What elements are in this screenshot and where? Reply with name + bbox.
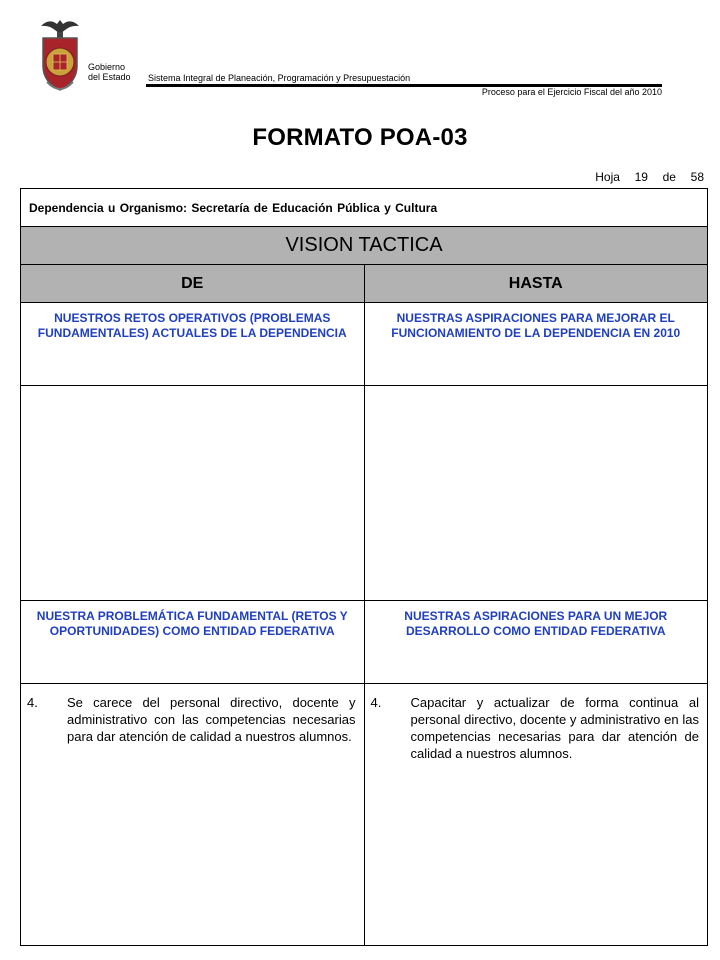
government-label	[88, 62, 131, 82]
row1-from-content	[21, 386, 365, 601]
sheet-number: Hoja 19 de 58	[595, 170, 704, 184]
row1-from-heading: NUESTROS RETOS OPERATIVOS (PROBLEMAS FUNDAMENTALES) ACTUALES DE LA DEPENDENCIA	[21, 303, 365, 386]
row1-to-heading: NUESTRAS ASPIRACIONES PARA MEJORAR EL FUNCIONAMIENTO DE LA DEPENDENCIA EN 2010	[364, 303, 708, 386]
row1-to-content	[364, 386, 708, 601]
process-label: Proceso para el Ejercicio Fiscal del año 2010	[481, 87, 662, 97]
column-header-from: DE	[21, 265, 365, 303]
dependency-cell: Dependencia u Organismo: Secretaría de Educación Pública y Cultura	[21, 189, 708, 227]
system-name: Sistema Integral de Planeación, Programación y Presupuestación	[148, 73, 411, 83]
row2-from-content	[21, 684, 365, 946]
row2-to-content	[364, 684, 708, 946]
row2-to-heading: NUESTRAS ASPIRACIONES PARA UN MEJOR DESARROLLO COMO ENTIDAD FEDERATIVA	[364, 601, 708, 684]
list-item	[371, 694, 700, 762]
vision-table	[20, 188, 708, 946]
page-title: FORMATO POA-03	[252, 124, 468, 151]
item-text: Capacitar y actualizar de forma continua al personal directivo, docente y administrativo en las competencias necesarias para dar atención de calidad a nuestros alumnos.	[410, 695, 699, 761]
item-number: 4.	[370, 695, 382, 710]
state-coat-of-arms-icon	[37, 16, 83, 96]
list-item	[27, 694, 356, 745]
gov-line-1: Gobierno	[88, 62, 126, 72]
row2-from-heading: NUESTRA PROBLEMÁTICA FUNDAMENTAL (RETOS Y OPORTUNIDADES) COMO ENTIDAD FEDERATIVA	[21, 601, 365, 684]
item-number: 4.	[27, 695, 38, 710]
gov-line-2: del Estado	[88, 72, 131, 82]
section-title: VISION TACTICA	[21, 227, 708, 265]
column-header-to: HASTA	[364, 265, 708, 303]
item-text: Se carece del personal directivo, docente y administrativo con las competencias necesarias para dar atención de calidad a nuestros alumnos.	[67, 695, 356, 744]
